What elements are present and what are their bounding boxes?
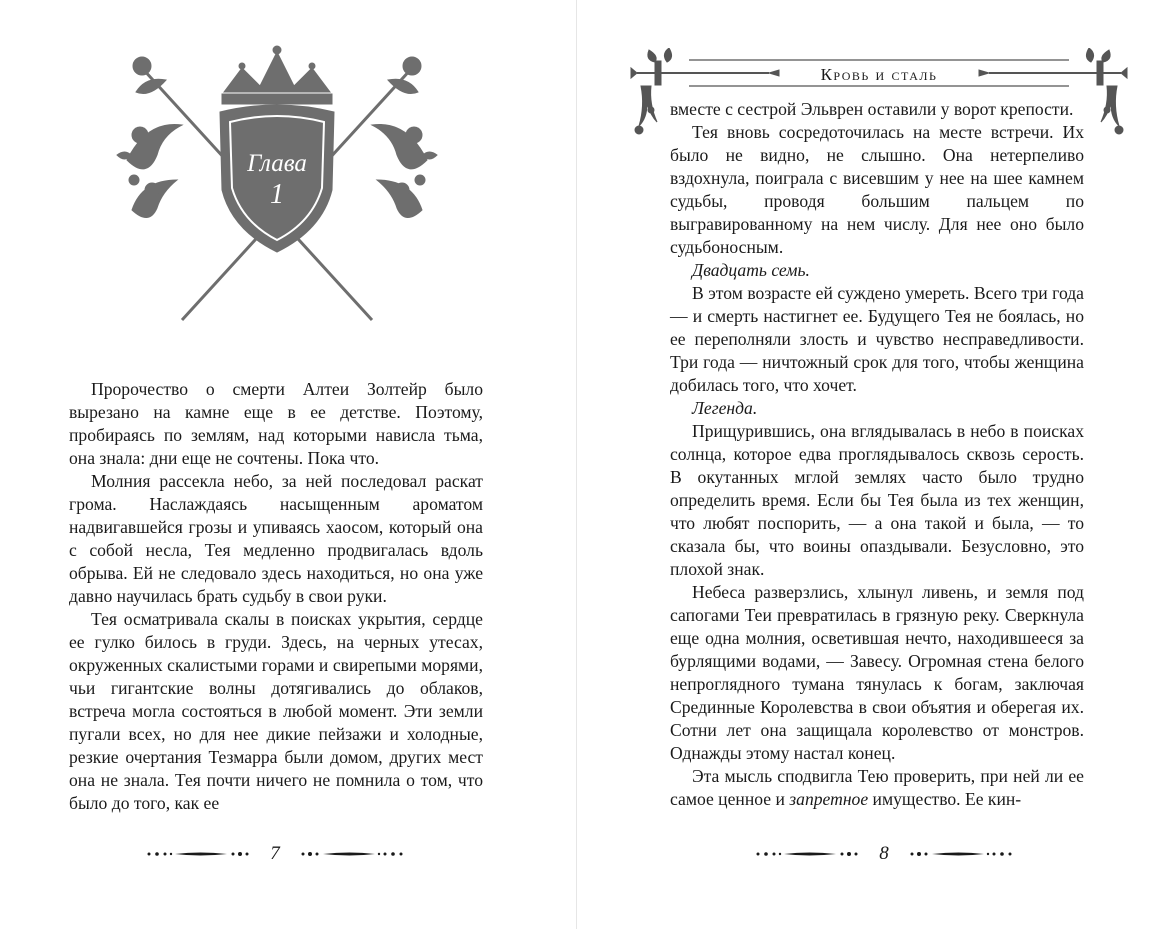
text-run: Эта мысль сподвигла Тею проверить, при ней ли ее самое ценное и (670, 766, 1084, 809)
italic-phrase: Легенда. (692, 398, 758, 418)
paragraph-italic (670, 259, 1084, 282)
paragraph-italic (670, 397, 1084, 420)
page-footer (754, 842, 1014, 866)
page-number: 8 (879, 843, 889, 864)
chapter-emblem (112, 40, 442, 330)
page-number: 7 (270, 843, 280, 864)
paragraph: Тея осматривала скалы в поисках укрытия, сердце ее гулко билось в груди. Здесь, на черных утесах, окруженных скалистыми горами и свирепыми морями, чьи гигантские волны дотягивались до облаков, встреча могла состояться в любой момент. Эти земли пугали всех, но для нее дикие пейзажи и холодные, резкие очертания Тезмарра были домом, других мест она не знала. Тея почти ничего не помнила о том, что было до того, как ее (69, 609, 483, 813)
running-title: Кровь и сталь (820, 65, 938, 84)
italic-phrase: Двадцать семь. (692, 260, 810, 280)
paragraph: В этом возрасте ей суждено умереть. Всего три года — и смерть настигнет ее. Будущего Тея не боялась, но ее переполняли злость и чувство несправедливости. Три года — ничтожный срок для того, чтобы женщина добилась того, что хочет. (670, 283, 1084, 395)
italic-phrase: запретное (789, 789, 869, 809)
right-page (577, 0, 1153, 929)
paragraph: Тея вновь сосредоточилась на месте встречи. Их было не видно, не слышно. Она нетерпеливо вздохнула, поиграла с висевшим у нее на шее камнем судьбы, проводя большим пальцем по выгравированному на нем числу. Для нее оно было судьбоносным. (670, 122, 1084, 257)
paragraph: Молния рассекла небо, за ней последовал раскат грома. Наслаждаясь насыщенным ароматом надвигавшейся грозы и упиваясь хаосом, который она с собой несла, Тея медленно продвигалась вдоль обрыва. Ей не следовало здесь находиться, но она уже давно научилась брать судьбу в свои руки. (69, 471, 483, 606)
paragraph: Пророчество о смерти Алтеи Золтейр было вырезано на камне еще в ее детстве. Поэтому, пробираясь по землям, над которыми нависла тьма, она знала: дни еще не сочтены. Пока что. (69, 379, 483, 468)
paragraph: Небеса разверзлись, хлынул ливень, и земля под сапогами Теи превратилась в грязную реку. Сверкнула еще одна молния, осветившая нечто, находившееся за бурлящими водами, — Завесу. Огромная стена белого непроглядного тумана тянулась к богам, заключая Срединные Королевства в свои объятия и оберегая их. Сотни лет она защищала королевство от монстров. Однажды этому настал конец. (670, 582, 1084, 763)
text-run: имущество. Ее кин- (868, 789, 1022, 809)
page-footer (145, 842, 405, 866)
chapter-label: Глава (247, 150, 307, 177)
chapter-number: 1 (270, 179, 284, 210)
paragraph (670, 765, 1084, 811)
left-page-body (69, 378, 483, 815)
left-page (0, 0, 576, 929)
paragraph: Прищурившись, она вглядывалась в небо в поисках солнца, которое едва проглядывалось сквозь серость. В окутанных мглой землях часто было трудно определить время. Если бы Тея была из тех женщин, что любят поспорить, — а она такой и была, — то сказала бы, что воины опаздывали. Безусловно, это плохой знак. (670, 421, 1084, 579)
paragraph: вместе с сестрой Эльврен оставили у ворот крепости. (670, 99, 1074, 119)
right-page-body (670, 98, 1084, 811)
